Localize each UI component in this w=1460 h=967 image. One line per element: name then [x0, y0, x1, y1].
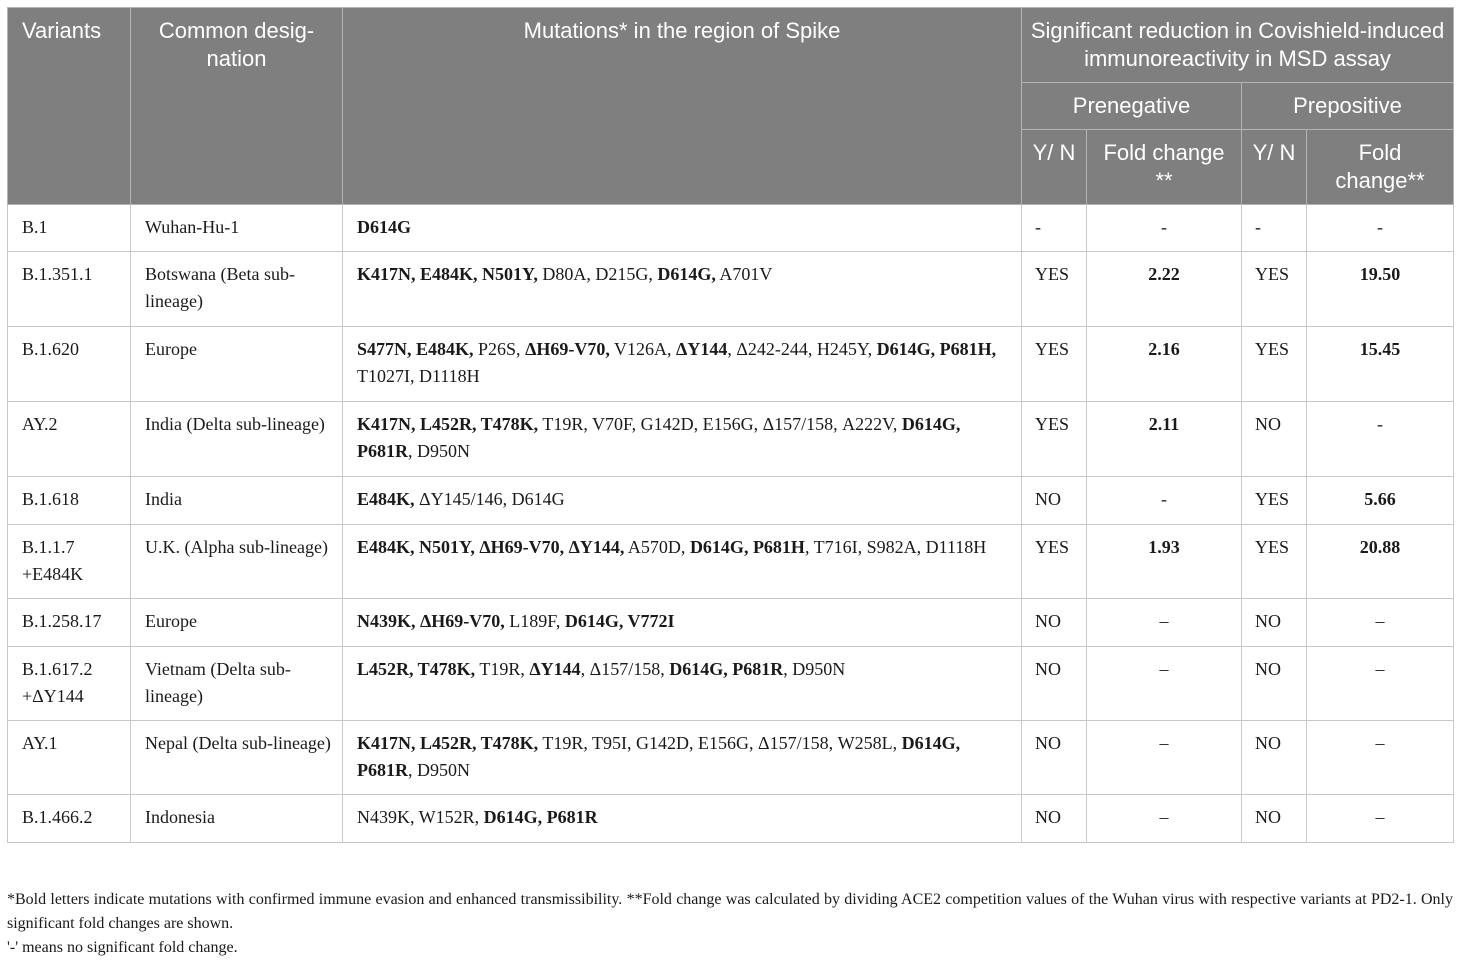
cell-prenegative-fold: [1087, 205, 1242, 252]
header-variants: Variants: [8, 8, 131, 205]
cell-prenegative-fold: [1087, 252, 1242, 327]
cell-mutations: [343, 252, 1022, 327]
cell-variant: B.1.618: [8, 477, 131, 525]
mutation-bold-segment: D614G, P681R: [669, 659, 784, 679]
header-significant-reduction: Significant reduction in Covishield-induced immunoreactivity in MSD assay: [1022, 8, 1454, 83]
mutation-segment: T19R, V70F, G142D, E156G, Δ157/158, A222V,: [538, 414, 902, 434]
mutation-bold-segment: D614G: [357, 217, 411, 237]
mutation-bold-segment: S477N, E484K,: [357, 339, 474, 359]
cell-designation: Indonesia: [131, 795, 343, 843]
table-body: [8, 205, 1454, 843]
fold-value: 20.88: [1359, 537, 1401, 557]
table-row: [8, 327, 1454, 402]
mutation-bold-segment: D614G, P681R: [357, 414, 961, 461]
mutation-bold-segment: D614G, P681H,: [876, 339, 997, 359]
header-prepositive: Prepositive: [1242, 83, 1454, 130]
cell-prenegative-yn: YES: [1022, 327, 1087, 402]
cell-designation: Europe: [131, 599, 343, 647]
header-mutations: Mutations* in the region of Spike: [343, 8, 1022, 205]
mutation-segment: T19R,: [475, 659, 530, 679]
cell-prepositive-yn: NO: [1242, 402, 1307, 477]
cell-variant: B.1.466.2: [8, 795, 131, 843]
fold-value: -: [1161, 217, 1167, 237]
cell-prenegative-yn: YES: [1022, 525, 1087, 599]
cell-mutations: [343, 721, 1022, 795]
fold-value: –: [1375, 659, 1385, 679]
mutation-bold-segment: K417N, E484K, N501Y,: [357, 264, 538, 284]
fold-value: –: [1375, 807, 1385, 827]
mutation-bold-segment: E484K, N501Y, ΔH69-V70, ΔY144,: [357, 537, 625, 557]
cell-prepositive-fold: [1307, 327, 1454, 402]
fold-value: -: [1377, 414, 1383, 434]
cell-designation: Vietnam (Delta sub-lineage): [131, 647, 343, 721]
cell-mutations: [343, 599, 1022, 647]
header-prenegative-fold-change: Fold change **: [1087, 130, 1242, 205]
cell-designation: Europe: [131, 327, 343, 402]
variants-table: [7, 7, 1454, 843]
table-row: [8, 599, 1454, 647]
table-row: [8, 252, 1454, 327]
cell-prepositive-fold: [1307, 205, 1454, 252]
cell-prepositive-fold: [1307, 402, 1454, 477]
mutation-bold-segment: D614G, V772I: [564, 611, 675, 631]
table-row: [8, 402, 1454, 477]
cell-prepositive-fold: [1307, 599, 1454, 647]
cell-variant: AY.2: [8, 402, 131, 477]
cell-prenegative-fold: [1087, 525, 1242, 599]
cell-designation: Nepal (Delta sub-lineage): [131, 721, 343, 795]
mutation-segment: ΔY145/146, D614G: [414, 489, 565, 509]
cell-prenegative-fold: [1087, 327, 1242, 402]
cell-mutations: [343, 402, 1022, 477]
mutation-bold-segment: D614G, P681H: [689, 537, 805, 557]
mutation-bold-segment: N439K, ΔH69-V70,: [357, 611, 505, 631]
mutation-bold-segment: ΔY144: [529, 659, 581, 679]
table-row: [8, 525, 1454, 599]
fold-value: 2.22: [1148, 264, 1180, 284]
cell-designation: Wuhan-Hu-1: [131, 205, 343, 252]
mutation-segment: D80A, D215G,: [537, 264, 658, 284]
cell-mutations: [343, 525, 1022, 599]
table-row: [8, 795, 1454, 843]
fold-value: –: [1159, 733, 1169, 753]
mutation-segment: T19R, T95I, G142D, E156G, Δ157/158, W258L,: [538, 733, 902, 753]
cell-prepositive-yn: YES: [1242, 477, 1307, 525]
footnote-dash-meaning: '-' means no significant fold change.: [7, 939, 238, 956]
mutation-bold-segment: K417N, L452R, T478K,: [357, 733, 539, 753]
mutation-segment: P26S,: [473, 339, 526, 359]
footnote-bold-and-fold-change: *Bold letters indicate mutations with confirmed immune evasion and enhanced transmissibility. **Fold change was calculated by dividing ACE2 competition values of the Wuhan virus with respective variants at PD2-1. Only significant fold changes are shown.: [7, 891, 1453, 932]
footnotes: [7, 888, 1453, 960]
cell-prepositive-yn: NO: [1242, 795, 1307, 843]
table-row: [8, 721, 1454, 795]
header-row-1: [8, 8, 1454, 83]
fold-value: 2.11: [1148, 414, 1180, 434]
fold-value: -: [1161, 489, 1167, 509]
cell-prepositive-fold: [1307, 721, 1454, 795]
cell-prenegative-fold: [1087, 599, 1242, 647]
cell-variant: B.1: [8, 205, 131, 252]
cell-prepositive-yn: NO: [1242, 721, 1307, 795]
fold-value: –: [1375, 611, 1385, 631]
cell-prenegative-yn: NO: [1022, 599, 1087, 647]
cell-variant: AY.1: [8, 721, 131, 795]
header-prepositive-yn: Y/ N: [1242, 130, 1307, 205]
header-prenegative: Prenegative: [1022, 83, 1242, 130]
cell-prepositive-yn: YES: [1242, 252, 1307, 327]
table-row: [8, 647, 1454, 721]
header-prepositive-fold-change: Fold change**: [1307, 130, 1454, 205]
fold-value: –: [1159, 659, 1169, 679]
table-header: [8, 8, 1454, 205]
cell-prenegative-fold: [1087, 647, 1242, 721]
cell-prepositive-yn: NO: [1242, 599, 1307, 647]
cell-prenegative-yn: NO: [1022, 477, 1087, 525]
cell-prenegative-fold: [1087, 477, 1242, 525]
mutation-bold-segment: ΔY144: [676, 339, 728, 359]
mutation-bold-segment: D614G, P681R: [483, 807, 598, 827]
cell-prepositive-yn: YES: [1242, 525, 1307, 599]
fold-value: –: [1159, 611, 1169, 631]
cell-variant: B.1.617.2 +ΔY144: [8, 647, 131, 721]
cell-mutations: [343, 795, 1022, 843]
fold-value: 19.50: [1359, 264, 1401, 284]
cell-prenegative-yn: NO: [1022, 795, 1087, 843]
table-row: [8, 205, 1454, 252]
cell-variant: B.1.1.7 +E484K: [8, 525, 131, 599]
mutation-segment: V126A,: [609, 339, 677, 359]
cell-designation: India: [131, 477, 343, 525]
mutation-segment: A570D,: [624, 537, 690, 557]
mutation-segment: T1027I, D1118H: [357, 366, 480, 386]
mutation-bold-segment: D614G, P681R: [357, 733, 961, 780]
fold-value: –: [1159, 807, 1169, 827]
cell-mutations: [343, 647, 1022, 721]
cell-prenegative-yn: NO: [1022, 647, 1087, 721]
cell-prenegative-fold: [1087, 795, 1242, 843]
mutation-bold-segment: ΔH69-V70,: [525, 339, 610, 359]
cell-prepositive-yn: NO: [1242, 647, 1307, 721]
header-common-designation: Common desig- nation: [131, 8, 343, 205]
cell-prepositive-fold: [1307, 252, 1454, 327]
cell-variant: B.1.351.1: [8, 252, 131, 327]
fold-value: 1.93: [1148, 537, 1180, 557]
mutation-bold-segment: E484K,: [357, 489, 415, 509]
cell-prenegative-yn: -: [1022, 205, 1087, 252]
fold-value: 15.45: [1359, 339, 1401, 359]
cell-designation: India (Delta sub-lineage): [131, 402, 343, 477]
mutation-segment: , T716I, S982A, D1118H: [804, 537, 987, 557]
cell-designation: Botswana (Beta sub-lineage): [131, 252, 343, 327]
mutation-bold-segment: D614G,: [657, 264, 716, 284]
cell-prepositive-fold: [1307, 795, 1454, 843]
mutation-bold-segment: L452R, T478K,: [357, 659, 476, 679]
cell-prenegative-fold: [1087, 402, 1242, 477]
cell-prepositive-fold: [1307, 477, 1454, 525]
cell-prepositive-yn: YES: [1242, 327, 1307, 402]
mutation-segment: , Δ157/158,: [580, 659, 670, 679]
fold-value: 2.16: [1148, 339, 1180, 359]
cell-designation: U.K. (Alpha sub-lineage): [131, 525, 343, 599]
fold-value: -: [1377, 217, 1383, 237]
cell-prepositive-fold: [1307, 525, 1454, 599]
table-row: [8, 477, 1454, 525]
mutation-segment: , D950N: [408, 760, 470, 780]
fold-value: 5.66: [1364, 489, 1396, 509]
cell-prenegative-yn: YES: [1022, 252, 1087, 327]
mutation-segment: A701V: [715, 264, 773, 284]
cell-prenegative-yn: YES: [1022, 402, 1087, 477]
cell-prepositive-yn: -: [1242, 205, 1307, 252]
header-prenegative-yn: Y/ N: [1022, 130, 1087, 205]
cell-mutations: [343, 477, 1022, 525]
cell-prenegative-yn: NO: [1022, 721, 1087, 795]
cell-mutations: [343, 327, 1022, 402]
mutation-bold-segment: K417N, L452R, T478K,: [357, 414, 539, 434]
cell-variant: B.1.258.17: [8, 599, 131, 647]
mutation-segment: , Δ242-244, H245Y,: [727, 339, 877, 359]
mutation-segment: L189F,: [504, 611, 565, 631]
cell-prenegative-fold: [1087, 721, 1242, 795]
fold-value: –: [1375, 733, 1385, 753]
cell-mutations: [343, 205, 1022, 252]
mutation-segment: , D950N: [783, 659, 846, 679]
mutation-segment: , D950N: [408, 441, 470, 461]
cell-prepositive-fold: [1307, 647, 1454, 721]
mutation-segment: N439K, W152R,: [357, 807, 484, 827]
cell-variant: B.1.620: [8, 327, 131, 402]
